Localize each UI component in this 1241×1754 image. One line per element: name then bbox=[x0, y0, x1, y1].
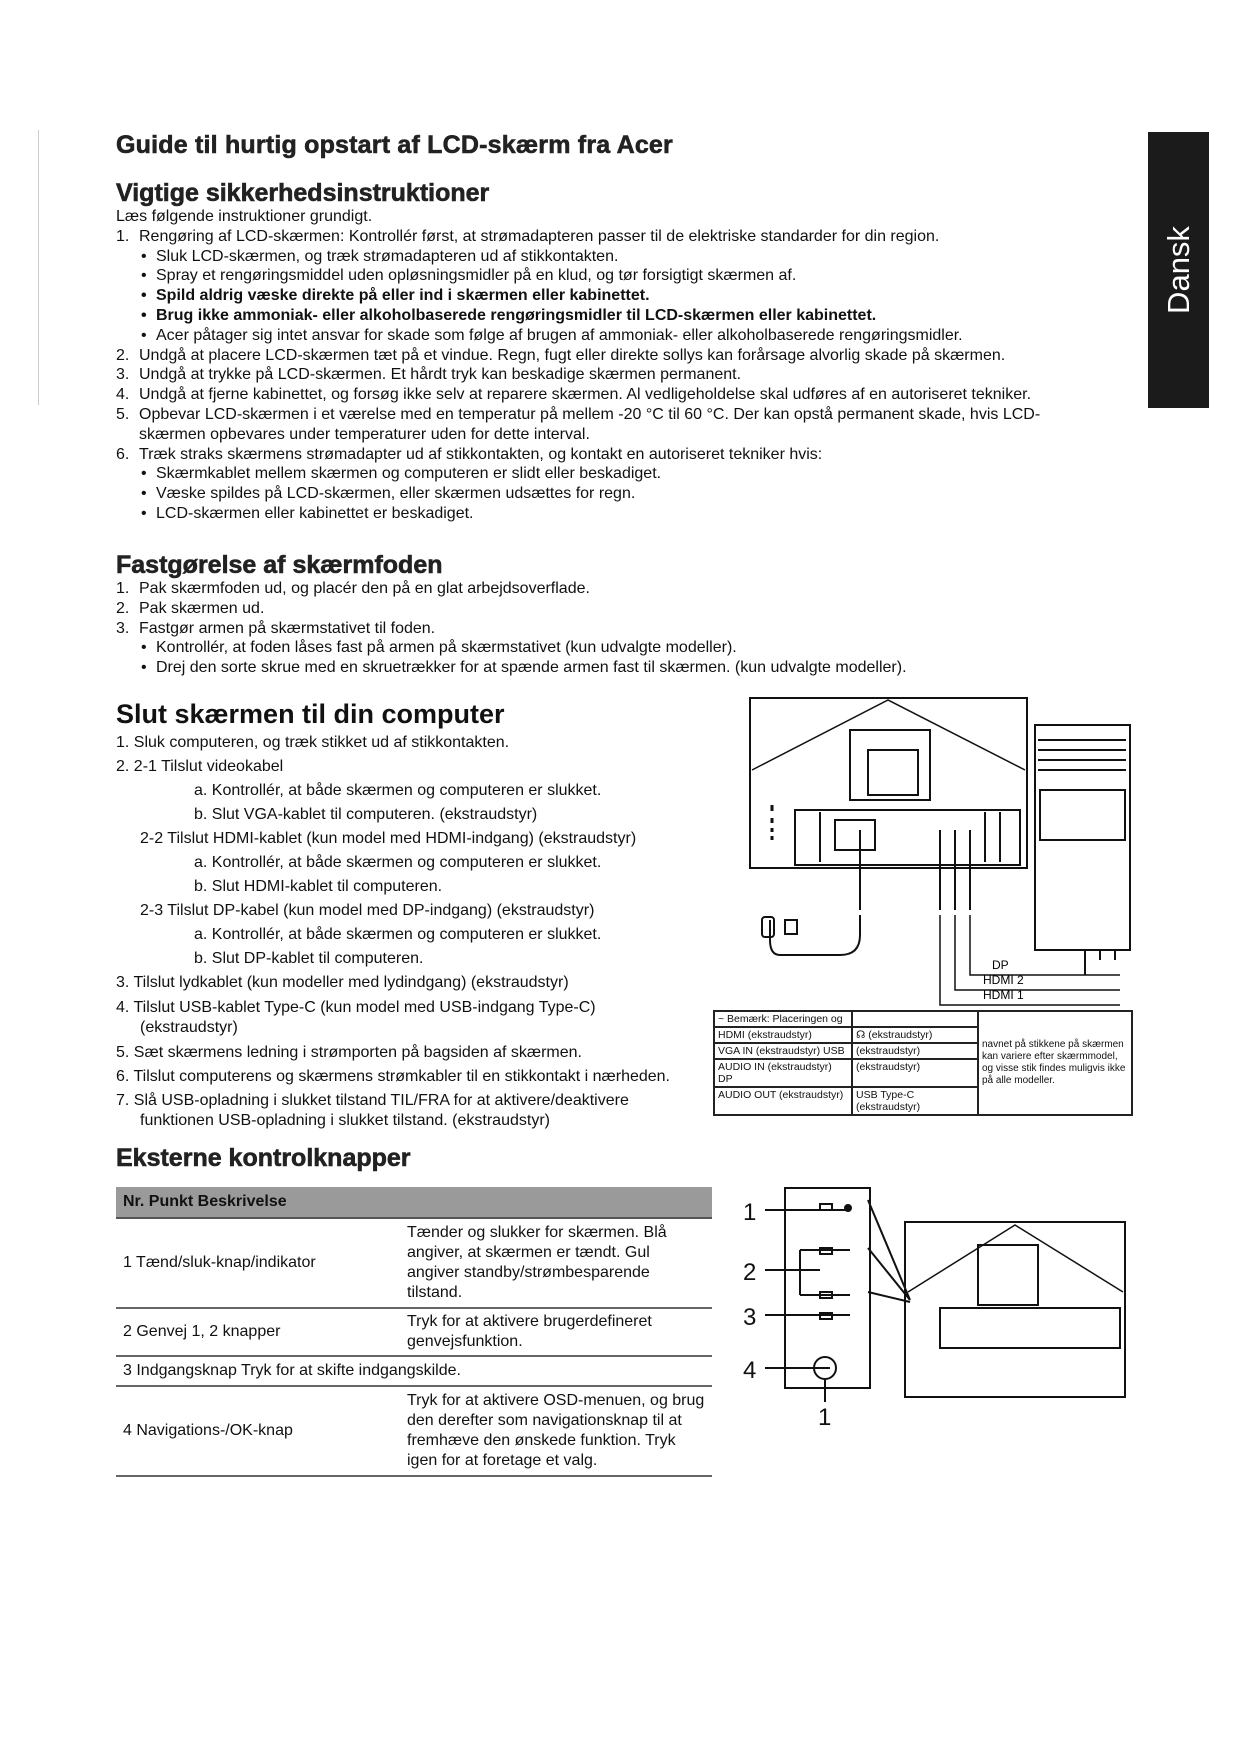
table-row bbox=[116, 1356, 712, 1386]
connect-step: 4. Tilslut USB-kablet Type-C (kun model med USB-indgang Type-C) bbox=[116, 999, 596, 1016]
connect-step-cont: (ekstraudstyr) bbox=[140, 1019, 238, 1036]
controls-table-header: Nr. Punkt Beskrivelse bbox=[116, 1187, 712, 1218]
note-side-text: navnet på stikkene på skærmen kan variere efter skærmmodel, og visse stik findes muligvis ikke på alle modeller. bbox=[978, 1011, 1132, 1115]
note-cell bbox=[852, 1027, 978, 1043]
monitor-front-icon bbox=[905, 1222, 1125, 1397]
callout-3: 3 bbox=[743, 1304, 757, 1331]
bullet-warning: • Spild aldrig væske direkte på eller ind i skærmen eller kabinettet. bbox=[116, 286, 1106, 306]
note-cell: VGA IN (ekstraudstyr) USB bbox=[714, 1043, 852, 1059]
connect-step: 5. Sæt skærmens ledning i strømporten på bagsiden af skærmen. bbox=[116, 1044, 582, 1061]
safety-item bbox=[116, 445, 1106, 465]
controls-diagram bbox=[740, 1180, 1130, 1440]
row-item: 3 Indgangsknap Tryk for at skifte indgangskilde. bbox=[116, 1356, 712, 1386]
item-number: 3. bbox=[116, 366, 130, 384]
safety-item bbox=[116, 227, 1106, 247]
item-number: 1. bbox=[116, 580, 130, 597]
item-text: Fastgør armen på skærmstativet til foden. bbox=[139, 619, 436, 637]
stand-item bbox=[116, 579, 1106, 599]
connect-step: 2. 2-1 Tilslut videokabel bbox=[116, 758, 284, 775]
note-cell: AUDIO IN (ekstraudstyr) DP bbox=[714, 1059, 852, 1087]
item-number: 5. bbox=[116, 405, 130, 423]
item-text: Undgå at placere LCD-skærmen tæt på et vindue. Regn, fugt eller direkte sollys kan forårsage alvorlig skade på skærmen. bbox=[139, 346, 1006, 364]
table-row bbox=[116, 1308, 712, 1356]
computer-tower-icon bbox=[1035, 725, 1130, 950]
item-text: Undgå at fjerne kabinettet, og forsøg ikke selv at reparere skærmen. Al vedligeholdelse skal udføres af en autoriseret tekniker. bbox=[139, 386, 1032, 404]
connect-step: 7. Slå USB-opladning i slukket tilstand TIL/FRA for at aktivere/deaktivere bbox=[116, 1092, 629, 1109]
connect-substep: b. Slut HDMI-kablet til computeren. bbox=[194, 878, 443, 895]
safety-section bbox=[116, 179, 1106, 524]
stand-item bbox=[116, 599, 1106, 619]
connect-step: 3. Tilslut lydkablet (kun modeller med lydindgang) (ekstraudstyr) bbox=[116, 974, 569, 991]
item-number: 6. bbox=[116, 445, 130, 463]
safety-heading: Vigtige sikkerhedsinstruktioner bbox=[116, 179, 490, 207]
headphone-icon: ☊ bbox=[856, 1029, 869, 1041]
row-desc: Tænder og slukker for skærmen. Blå angiver, at skærmen er tændt. Gul angiver standby/strømbesparende tilstand. bbox=[400, 1218, 712, 1308]
language-tab bbox=[1148, 132, 1209, 408]
connect-step: 1. Sluk computeren, og træk stikket ud af stikkontakten. bbox=[116, 734, 510, 751]
note-cell: HDMI (ekstraudstyr) bbox=[714, 1027, 852, 1043]
language-tab-label: Dansk bbox=[1160, 226, 1196, 314]
connect-substep: a. Kontrollér, at både skærmen og computeren er slukket. bbox=[194, 782, 602, 799]
safety-intro: Læs følgende instruktioner grundigt. bbox=[116, 208, 373, 225]
note-cell: AUDIO OUT (ekstraudstyr) bbox=[714, 1087, 852, 1115]
connect-step: 2-2 Tilslut HDMI-kablet (kun model med HDMI-indgang) (ekstraudstyr) bbox=[140, 830, 637, 847]
item-text: Opbevar LCD-skærmen i et værelse med en temperatur på mellem -20 °C til 60 °C. Der kan opstå permanent skade, hvis LCD-skærmen opbevares under temperaturer uden for dette interval. bbox=[139, 405, 1041, 443]
connect-substep: a. Kontrollér, at både skærmen og computeren er slukket. bbox=[194, 854, 602, 871]
callout-1: 1 bbox=[743, 1199, 757, 1226]
label-dp: DP bbox=[992, 958, 1009, 972]
bullet: • Drej den sorte skrue med en skruetrækker for at spænde armen fast til skærmen. (kun udvalgte modeller). bbox=[116, 658, 1106, 678]
bullet: • Sluk LCD-skærmen, og træk strømadapteren ud af stikkontakten. bbox=[116, 247, 1106, 267]
bullet: • Skærmkablet mellem skærmen og computeren er slidt eller beskadiget. bbox=[116, 464, 1106, 484]
safety-item bbox=[116, 405, 1104, 445]
safety-item bbox=[116, 385, 1106, 405]
bullet: • Kontrollér, at foden låses fast på armen på skærmstativet (kun udvalgte modeller). bbox=[116, 638, 1106, 658]
connect-step-cont: funktionen USB-opladning i slukket tilstand. (ekstraudstyr) bbox=[140, 1112, 550, 1129]
row-item: 2 Genvej 1, 2 knapper bbox=[116, 1308, 400, 1356]
item-number: 2. bbox=[116, 599, 130, 617]
table-row bbox=[116, 1386, 712, 1476]
callout-4: 4 bbox=[743, 1357, 757, 1384]
controls-heading: Eksterne kontrolknapper bbox=[116, 1144, 411, 1172]
row-item: 1 Tænd/sluk-knap/indikator bbox=[116, 1218, 400, 1308]
item-number: 2. bbox=[116, 346, 130, 364]
connect-substep: b. Slut DP-kablet til computeren. bbox=[194, 950, 424, 967]
power-adapter-icon bbox=[762, 917, 774, 937]
stand-item bbox=[116, 619, 1106, 639]
bullet: • Spray et rengøringsmiddel uden opløsningsmidler på en klud, og tør forsigtigt skærmen af. bbox=[116, 266, 1106, 286]
label-hdmi1: HDMI 1 bbox=[983, 988, 1024, 1002]
row-desc: Tryk for at aktivere brugerdefineret genvejsfunktion. bbox=[400, 1308, 712, 1356]
row-desc: Tryk for at aktivere OSD-menuen, og brug den derefter som navigationsknap til at fremhæve den ønskede funktion. Tryk igen for at foretage et valg. bbox=[400, 1386, 712, 1476]
connection-diagram bbox=[740, 690, 1140, 1010]
note-cell: ~ Bemærk: Placeringen og bbox=[714, 1011, 852, 1027]
note-cell: (ekstraudstyr) bbox=[852, 1059, 978, 1087]
item-text: Pak skærmen ud. bbox=[139, 599, 265, 617]
connect-step: 6. Tilslut computerens og skærmens strømkabler til en stikkontakt i nærheden. bbox=[116, 1068, 670, 1085]
safety-item bbox=[116, 346, 1106, 366]
connect-section bbox=[116, 697, 716, 1131]
item-number: 1. bbox=[116, 227, 130, 245]
callout-1-bottom: 1 bbox=[818, 1404, 832, 1431]
note-cell-text: (ekstraudstyr) bbox=[868, 1029, 933, 1041]
note-cell: USB Type-C (ekstraudstyr) bbox=[852, 1087, 978, 1115]
item-text: Træk straks skærmens strømadapter ud af stikkontakten, og kontakt en autoriseret tekniker hvis: bbox=[139, 445, 823, 463]
bullet-warning: • Brug ikke ammoniak- eller alkoholbaserede rengøringsmidler til LCD-skærmen eller kabinettet. bbox=[116, 306, 1106, 326]
connect-heading: Slut skærmen til din computer bbox=[116, 699, 505, 729]
controls-table bbox=[116, 1187, 712, 1477]
bullet: • Acer påtager sig intet ansvar for skade som følge af brugen af ammoniak- eller alkoholbaserede rengøringsmidler. bbox=[116, 326, 1106, 346]
item-text: Undgå at trykke på LCD-skærmen. Et hårdt tryk kan beskadige skærmen permanent. bbox=[139, 366, 742, 384]
row-item: 4 Navigations-/OK-knap bbox=[116, 1386, 400, 1476]
stand-heading: Fastgørelse af skærmfoden bbox=[116, 551, 443, 579]
note-cell: (ekstraudstyr) bbox=[852, 1043, 978, 1059]
table-row bbox=[116, 1218, 712, 1308]
item-number: 4. bbox=[116, 386, 130, 404]
callout-2: 2 bbox=[743, 1259, 757, 1286]
margin-line bbox=[38, 130, 39, 405]
label-hdmi2: HDMI 2 bbox=[983, 973, 1024, 987]
item-text: Pak skærmfoden ud, og placér den på en glat arbejdsoverflade. bbox=[139, 580, 590, 597]
connect-step: 2-3 Tilslut DP-kabel (kun model med DP-indgang) (ekstraudstyr) bbox=[140, 902, 595, 919]
port-note-table bbox=[713, 1010, 1133, 1116]
note-cell bbox=[852, 1011, 978, 1027]
item-text: Rengøring af LCD-skærmen: Kontrollér først, at strømadapteren passer til de elektriske standarder for din region. bbox=[139, 227, 940, 245]
connect-substep: a. Kontrollér, at både skærmen og computeren er slukket. bbox=[194, 926, 602, 943]
item-number: 3. bbox=[116, 619, 130, 637]
document-title: Guide til hurtig opstart af LCD-skærm fra Acer bbox=[116, 131, 673, 159]
connect-substep: b. Slut VGA-kablet til computeren. (ekstraudstyr) bbox=[194, 806, 538, 823]
stand-section bbox=[116, 551, 1106, 678]
bullet: • LCD-skærmen eller kabinettet er beskadiget. bbox=[116, 504, 1106, 524]
bullet: • Væske spildes på LCD-skærmen, eller skærmen udsættes for regn. bbox=[116, 484, 1106, 504]
power-outlet-icon bbox=[785, 920, 797, 934]
safety-item bbox=[116, 365, 1106, 385]
